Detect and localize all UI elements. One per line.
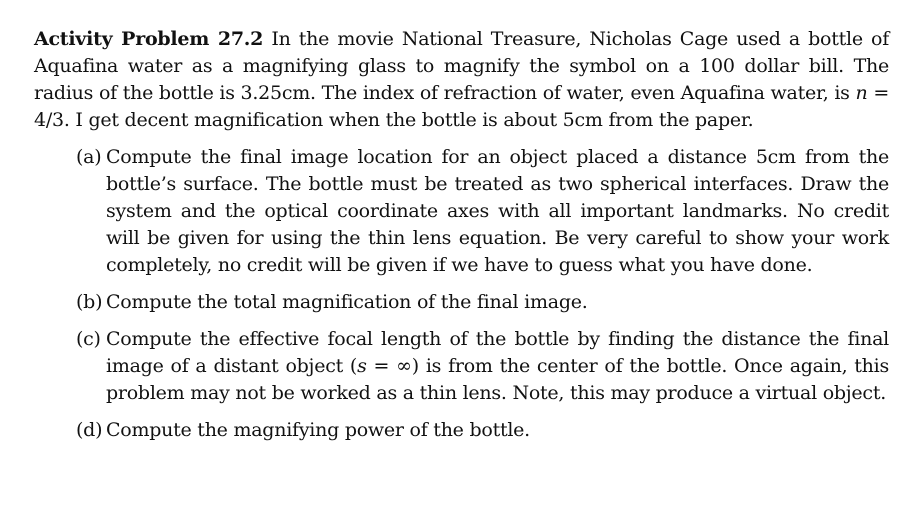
part-a-marker: (a) (76, 146, 102, 168)
part-a (76, 144, 889, 279)
problem-parts-list (34, 144, 889, 444)
part-b (76, 289, 889, 316)
part-c (76, 326, 889, 407)
part-b-text: Compute the total magnification of the final image. (106, 291, 588, 313)
part-d-text: Compute the magnifying power of the bottle. (106, 419, 530, 441)
part-c-text-2: = ∞) is from the center of the bottle. Once again, this problem may not be worked as a thin lens. Note, this may produce a virtual object. (106, 355, 890, 404)
part-d (76, 417, 889, 444)
index-variable: n (855, 82, 868, 104)
part-c-text (106, 326, 889, 407)
problem-text-part-2: = 4/3. I get decent magnification when the bottle is about 5cm from the paper. (34, 82, 889, 131)
part-c-marker: (c) (76, 328, 101, 350)
problem-text-part-1: In the movie National Treasure, Nicholas Cage used a bottle of Aquafina water as a magnifying glass to magnify the symbol on a 100 dollar bill. The radius of the bottle is 3.25cm. The index of refraction of water, even Aquafina water, is (34, 28, 889, 104)
problem-title: Activity Problem 27.2 (34, 28, 264, 50)
distance-variable: s (357, 355, 367, 377)
part-b-marker: (b) (76, 291, 103, 313)
problem-statement (34, 26, 889, 134)
part-a-text: Compute the final image location for an object placed a distance 5cm from the bottle’s surface. The bottle must be treated as two spherical interfaces. Draw the system and the optical coordinate axes with all important landmarks. No credit will be given for using the thin lens equation. Be very careful to show your work completely, no credit will be given if we have to guess what you have done. (106, 146, 889, 276)
part-d-marker: (d) (76, 419, 103, 441)
part-c-text-1: Compute the effective focal length of the bottle by finding the distance the final image of a distant object ( (106, 328, 889, 377)
